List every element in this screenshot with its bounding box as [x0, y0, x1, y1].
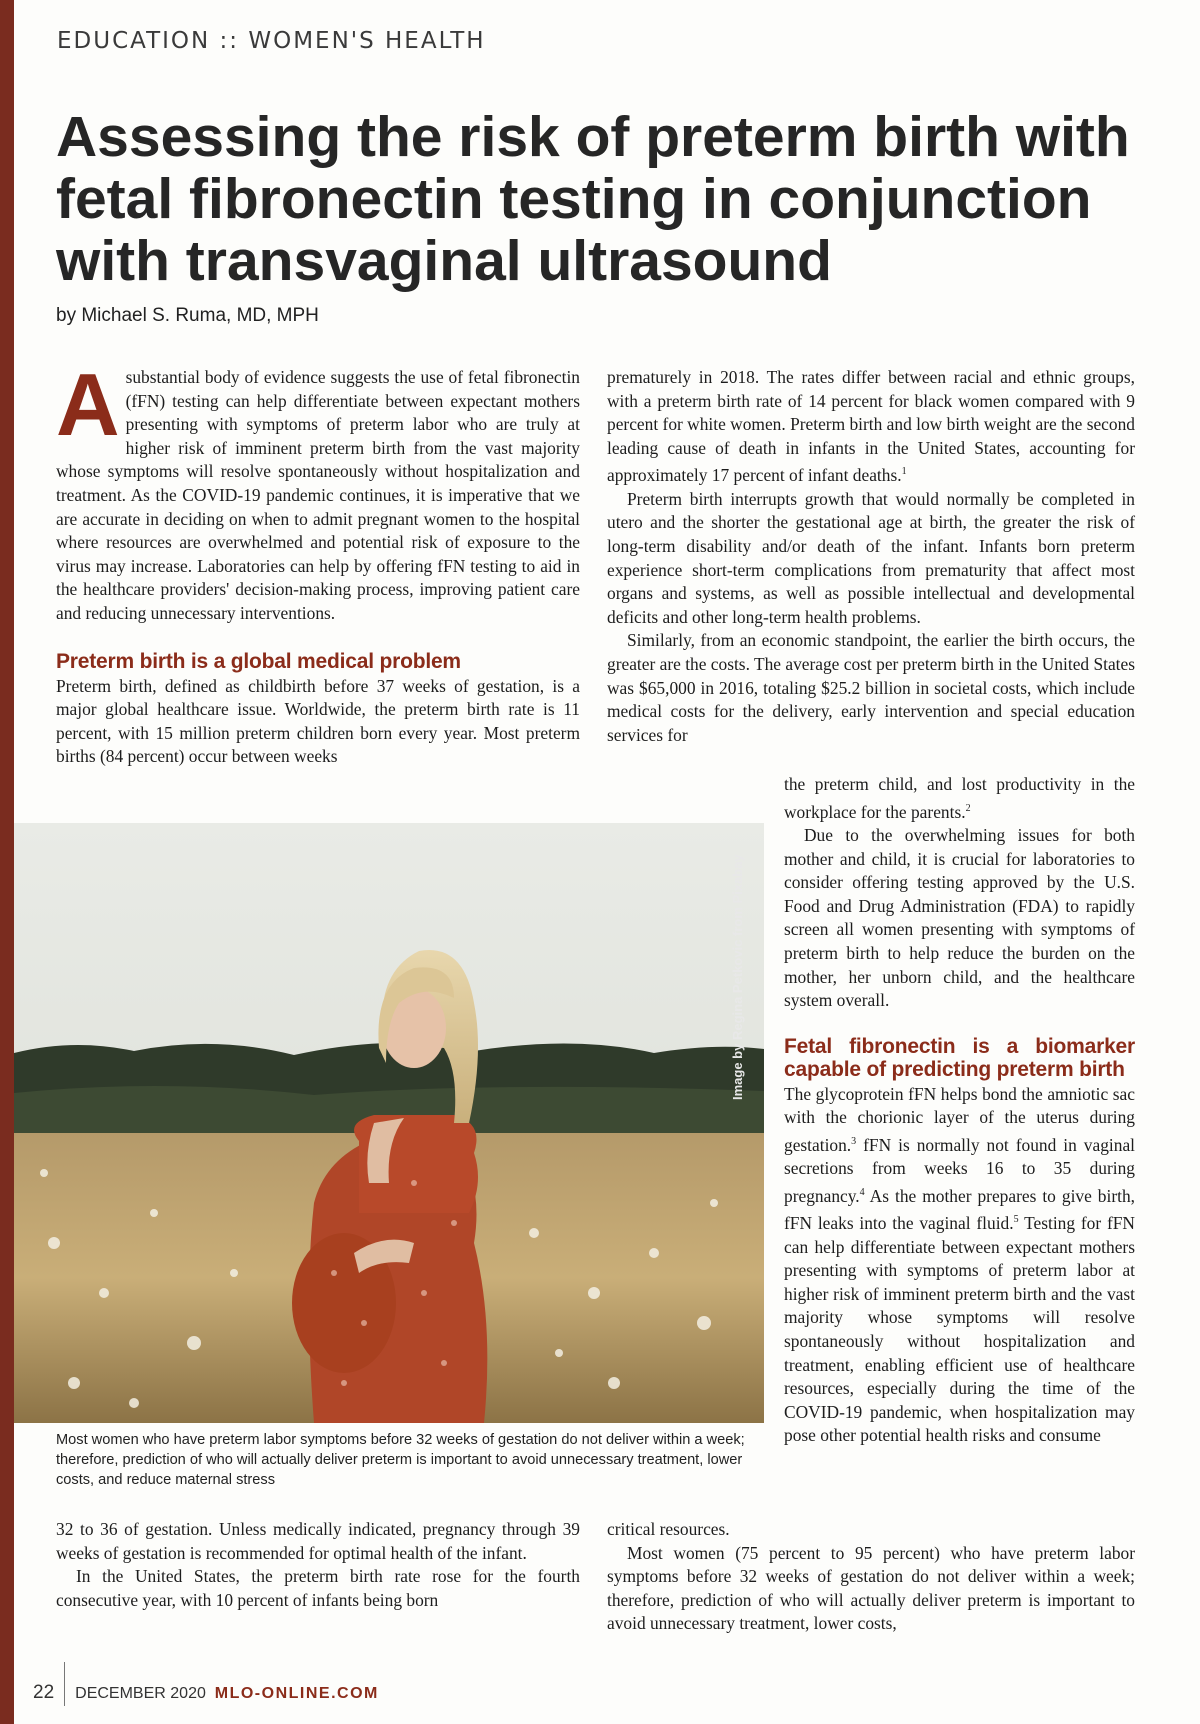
column-right-top	[607, 366, 1135, 747]
body-paragraph: the preterm child, and lost productivity in the workplace for the parents.$^2$	[784, 774, 1135, 822]
body-paragraph: Most women (75 percent to 95 percent) who have preterm labor symptoms before 32 weeks of gestation do not deliver within a week; therefore, prediction of who will actually deliver preterm is important to avoid unnecessary treatment, lower costs,	[607, 1542, 1135, 1634]
article-photo	[14, 823, 764, 1423]
column-right-bottom	[607, 1518, 1135, 1636]
body-paragraph: Due to the overwhelming issues for both mother and child, it is crucial for laboratories to consider offering testing approved by the U.S. Food and Drug Administration (FDA) to rapidly screen all women presenting with symptoms of preterm birth to help reduce the burden on the mother, her unborn child, and the healthcare system overall.	[784, 824, 1135, 1011]
body-paragraph: In the United States, the preterm birth rate rose for the fourth consecutive year, with 10 percent of infants being born	[56, 1566, 580, 1610]
section-heading: Fetal fibronectin is a biomarker capable of predicting preterm birth	[784, 1034, 1135, 1081]
column-left-bottom	[56, 1518, 580, 1612]
photo-credit: Image by Regina Petkovic from Pixabay	[730, 854, 745, 1100]
body-paragraph: Preterm birth interrupts growth that would normally be completed in utero and the shorter the gestational age at birth, the greater the risk of long-term disability and/or death of the infant. Infants born preterm experience short-term complications from prematurity that affect most organs and systems, as well as possible intellectual and developmental deficits and other long-term health problems.	[607, 488, 1135, 627]
intro-paragraph: Asubstantial body of evidence suggests the use of fetal fibronectin (fFN) testing can help differentiate between expectant mothers presenting with symptoms of preterm labor who are truly at higher risk of imminent preterm birth from the vast majority whose symptoms will resolve spontaneously without hospitalization and treatment. As the COVID-19 pandemic continues, it is imperative that we are accurate in deciding on when to admit pregnant women to the hospital where resources are overwhelmed and potential risk of exposure to the virus may increase. Laboratories can help by offering fFN testing to aid in the healthcare providers' decision-making process, improving patient care and reducing unnecessary interventions.	[56, 355, 580, 623]
reference-mark: 1	[901, 466, 907, 478]
body-paragraph: Similarly, from an economic standpoint, the earlier the birth occurs, the greater are the costs. The average cost per preterm birth in the United States was $65,000 in 2016, totaling $25.2 billion in societal costs, which include medical costs for the delivery, early intervention and special education services for	[607, 630, 1135, 745]
section-tag: EDUCATION :: WOMEN'S HEALTH	[57, 28, 486, 54]
byline: by Michael S. Ruma, MD, MPH	[56, 305, 319, 326]
pregnant-woman-field-image	[14, 823, 764, 1423]
body-paragraph: prematurely in 2018. The rates differ between racial and ethnic groups, with a preterm birth rate of 14 percent for black women compared with 9 percent for white women. Preterm birth and low birth weight are the second leading cause of death in infants in the United States, accounting for approximately 17 percent of infant deaths.$^1$	[607, 367, 1135, 486]
column-left-top	[56, 355, 580, 769]
body-paragraph: critical resources.	[607, 1519, 730, 1539]
drop-cap: A	[56, 355, 120, 454]
page-number: 22	[33, 1682, 55, 1704]
body-paragraph: Preterm birth, defined as childbirth before 37 weeks of gestation, is a major global healthcare issue. Worldwide, the preterm birth rate is 11 percent, with 15 million preterm children born every year. Most preterm births (84 percent) occur between weeks	[56, 675, 580, 767]
site-name: MLO-ONLINE.COM	[214, 1685, 379, 1703]
body-paragraph: 32 to 36 of gestation. Unless medically indicated, pregnancy through 39 weeks of gestation is recommended for optimal health of the infant.	[56, 1519, 580, 1563]
reference-mark: 2	[965, 802, 971, 814]
footer-divider	[64, 1662, 65, 1706]
title-line: with transvaginal ultrasound	[56, 229, 832, 293]
column-right-narrow	[784, 773, 1135, 1448]
page-footer	[33, 1672, 379, 1716]
body-paragraph: The glycoprotein fFN helps bond the amniotic sac with the chorionic layer of the uterus during gestation.$^3$ fFN is normally not found in vaginal secretions from weeks 16 to 35 during pregnancy.$^4$ As the mother prepares to give birth, fFN leaks into the vaginal fluid.$^5$ Testing for fFN can help differentiate between expectant mothers presenting with symptoms of preterm labor at higher risk of imminent preterm birth and the vast majority whose symptoms will resolve spontaneously without hospitalization and treatment, enabling efficient use of healthcare resources, especially during the time of the COVID-19 pandemic, when hospitalization may pose other potential health risks and consume	[784, 1083, 1135, 1446]
reference-mark: 3	[851, 1135, 857, 1147]
left-accent-bar	[0, 0, 14, 1724]
article-title	[56, 106, 1156, 292]
title-line: Assessing the risk of preterm birth with	[56, 105, 1130, 169]
title-line: fetal fibronectin testing in conjunction	[56, 167, 1092, 231]
reference-mark: 4	[859, 1186, 865, 1198]
reference-mark: 5	[1013, 1214, 1019, 1226]
figure-caption: Most women who have preterm labor symptoms before 32 weeks of gestation do not deliver within a week; therefore, prediction of who will actually deliver preterm is important to avoid unnecessary treatment, lower costs, and reduce maternal stress	[56, 1432, 745, 1488]
section-heading: Preterm birth is a global medical problem	[56, 649, 461, 673]
issue-date: DECEMBER 2020	[75, 1685, 206, 1703]
